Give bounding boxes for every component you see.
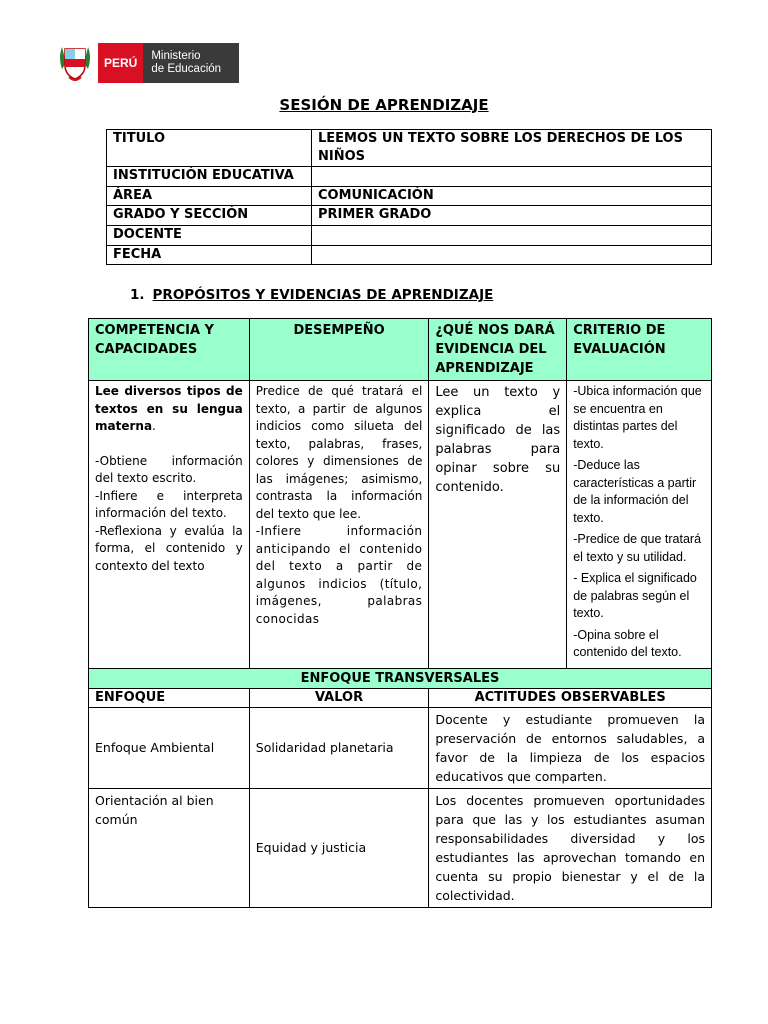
header-evidencia: ¿QUÉ NOS DARÁ EVIDENCIA DEL APRENDIZAJE: [429, 319, 567, 381]
table-row: [89, 788, 712, 907]
criterio-item: -Predice de que tratará el texto y su utilidad.: [573, 532, 702, 564]
info-value: PRIMER GRADO: [312, 206, 712, 226]
valor-cell: Solidaridad planetaria: [249, 707, 429, 788]
logo-ministry-line1: Ministerio: [151, 50, 201, 62]
desempeno-text: Predice de qué tratará el texto, a partir de algunos indicios como silueta del texto, palabras, frases, colores y dimensiones de las imágenes; asimismo, contrasta la información del texto que lee.: [255, 384, 423, 521]
section-title: PROPÓSITOS Y EVIDENCIAS DE APRENDIZAJE: [152, 287, 494, 303]
header-criterio: CRITERIO DE EVALUACIÓN: [567, 319, 712, 381]
info-value: [312, 245, 712, 265]
table-row: [89, 707, 712, 788]
section-heading: [130, 287, 493, 303]
info-table: [106, 129, 712, 265]
capacidad-item: -Obtiene información del texto escrito.: [95, 453, 243, 485]
table-row: [107, 226, 712, 246]
ministry-logo: [56, 42, 246, 84]
header-desempeno: DESEMPEÑO: [249, 319, 429, 381]
table-row: [107, 245, 712, 265]
logo-ministry: [143, 43, 239, 83]
info-value: [312, 167, 712, 187]
enfoque-cell: Enfoque Ambiental: [89, 707, 250, 788]
info-value: COMUNICACIÓN: [312, 186, 712, 206]
header-competencia: COMPETENCIA Y CAPACIDADES: [89, 319, 250, 381]
criterio-cell: [567, 381, 712, 669]
coat-of-arms-icon: [56, 43, 94, 83]
enfoque-cell: Orientación al bien común: [89, 788, 250, 907]
criterio-item: -Opina sobre el contenido del texto.: [573, 627, 682, 659]
criterio-item: -Ubica información que se encuentra en distintas partes del texto.: [573, 384, 702, 451]
header-actitudes: ACTITUDES OBSERVABLES: [429, 688, 712, 707]
valor-cell: Equidad y justicia: [249, 788, 429, 907]
enfoque-header-row: [89, 688, 712, 707]
info-label: FECHA: [107, 245, 312, 265]
info-label: GRADO Y SECCIÓN: [107, 206, 312, 226]
capacidad-item: -Reflexiona y evalúa la forma, el contenido y contexto del texto: [95, 523, 243, 573]
desempeno-text: -Infiere información anticipando el contenido del texto a partir de algunos indicios (título, imágenes, palabras conocidas: [255, 524, 423, 626]
page-title: SESIÓN DE APRENDIZAJE: [279, 96, 489, 114]
section-number: 1.: [130, 287, 145, 303]
capacidad-item: -Infiere e interpreta información del texto.: [95, 488, 243, 520]
info-value: [312, 226, 712, 246]
criterio-item: - Explica el significado de palabras según el texto.: [573, 571, 697, 620]
competencia-text: Lee diversos tipos de textos en su lengua materna: [95, 384, 243, 433]
table-row: [107, 167, 712, 187]
logo-ministry-line2: de Educación: [151, 63, 222, 75]
info-label: DOCENTE: [107, 226, 312, 246]
info-label: ÁREA: [107, 186, 312, 206]
desempeno-cell: [249, 381, 429, 669]
info-value: LEEMOS UN TEXTO SOBRE LOS DERECHOS DE LOS NIÑOS: [312, 130, 712, 167]
info-label: TITULO: [107, 130, 312, 167]
table-row: [89, 381, 712, 669]
logo-country: PERÚ: [98, 43, 143, 83]
table-row: [107, 130, 712, 167]
table-row: [107, 206, 712, 226]
table-header-row: [89, 319, 712, 381]
enfoque-title-row: [89, 668, 712, 688]
criterio-item: -Deduce las características a partir de la información del texto.: [573, 458, 697, 525]
actitudes-cell: Docente y estudiante promueven la preservación de entornos saludables, a favor de la limpieza de los espacios educativos que comparten.: [429, 707, 712, 788]
learning-table: [88, 318, 712, 908]
info-label: INSTITUCIÓN EDUCATIVA: [107, 167, 312, 187]
competencia-dot: .: [152, 419, 156, 433]
enfoque-title: ENFOQUE TRANSVERSALES: [89, 668, 712, 688]
actitudes-cell: Los docentes promueven oportunidades para que las y los estudiantes asuman responsabilidades diversidad y los estudiantes las aprovechan tomando en cuenta su propio bienestar y el de la colectividad.: [429, 788, 712, 907]
header-valor: VALOR: [249, 688, 429, 707]
evidencia-cell: Lee un texto y explica el significado de las palabras para opinar sobre su contenido.: [429, 381, 567, 669]
competencia-cell: [89, 381, 250, 669]
header-enfoque: ENFOQUE: [89, 688, 250, 707]
table-row: [107, 186, 712, 206]
